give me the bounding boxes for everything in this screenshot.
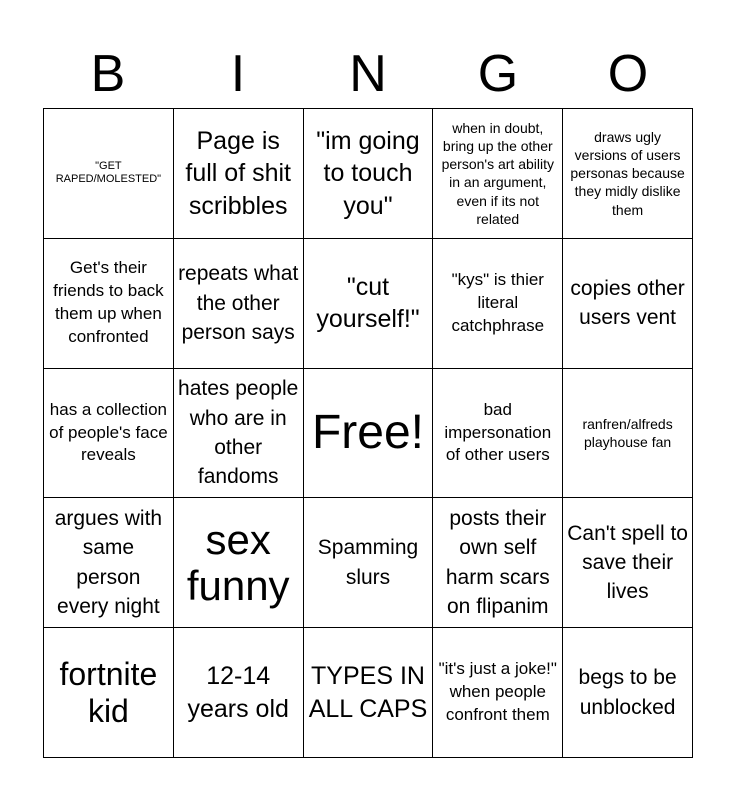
- header-letter-n: N: [349, 45, 387, 103]
- bingo-cell[interactable]: "it's just a joke!" when people confront them: [433, 628, 563, 758]
- bingo-cell[interactable]: has a collection of people's face reveals: [44, 369, 174, 499]
- bingo-cell[interactable]: "im going to touch you": [304, 109, 434, 239]
- header-letter-b: B: [90, 45, 126, 103]
- bingo-cell[interactable]: argues with same person every night: [44, 498, 174, 628]
- bingo-cell[interactable]: TYPES IN ALL CAPS: [304, 628, 434, 758]
- bingo-cell[interactable]: "cut yourself!": [304, 239, 434, 369]
- bingo-cell[interactable]: Page is full of shit scribbles: [174, 109, 304, 239]
- bingo-cell[interactable]: Get's their friends to back them up when confronted: [44, 239, 174, 369]
- bingo-cell[interactable]: posts their own self harm scars on flipanim: [433, 498, 563, 628]
- header-letter-o: O: [607, 45, 649, 103]
- bingo-cell[interactable]: copies other users vent: [563, 239, 693, 369]
- header-letter-i: I: [230, 45, 246, 103]
- bingo-cell[interactable]: repeats what the other person says: [174, 239, 304, 369]
- bingo-cell[interactable]: Can't spell to save their lives: [563, 498, 693, 628]
- free-space-cell[interactable]: Free!: [304, 369, 434, 499]
- header-letter-g: G: [477, 45, 519, 103]
- bingo-cell[interactable]: sex funny: [174, 498, 304, 628]
- bingo-cell[interactable]: "GET RAPED/MOLESTED": [44, 109, 174, 239]
- bingo-cell[interactable]: ranfren/alfreds playhouse fan: [563, 369, 693, 499]
- bingo-cell[interactable]: 12-14 years old: [174, 628, 304, 758]
- bingo-cell[interactable]: begs to be unblocked: [563, 628, 693, 758]
- bingo-cell[interactable]: Spamming slurs: [304, 498, 434, 628]
- bingo-cell[interactable]: fortnite kid: [44, 628, 174, 758]
- bingo-cell[interactable]: "kys" is thier literal catchphrase: [433, 239, 563, 369]
- bingo-cell[interactable]: bad impersonation of other users: [433, 369, 563, 499]
- bingo-cell[interactable]: when in doubt, bring up the other person's art ability in an argument, even if its not related: [433, 109, 563, 239]
- bingo-header: [43, 40, 693, 108]
- bingo-cell[interactable]: hates people who are in other fandoms: [174, 369, 304, 499]
- bingo-board: [43, 108, 693, 758]
- bingo-cell[interactable]: draws ugly versions of users personas because they midly dislike them: [563, 109, 693, 239]
